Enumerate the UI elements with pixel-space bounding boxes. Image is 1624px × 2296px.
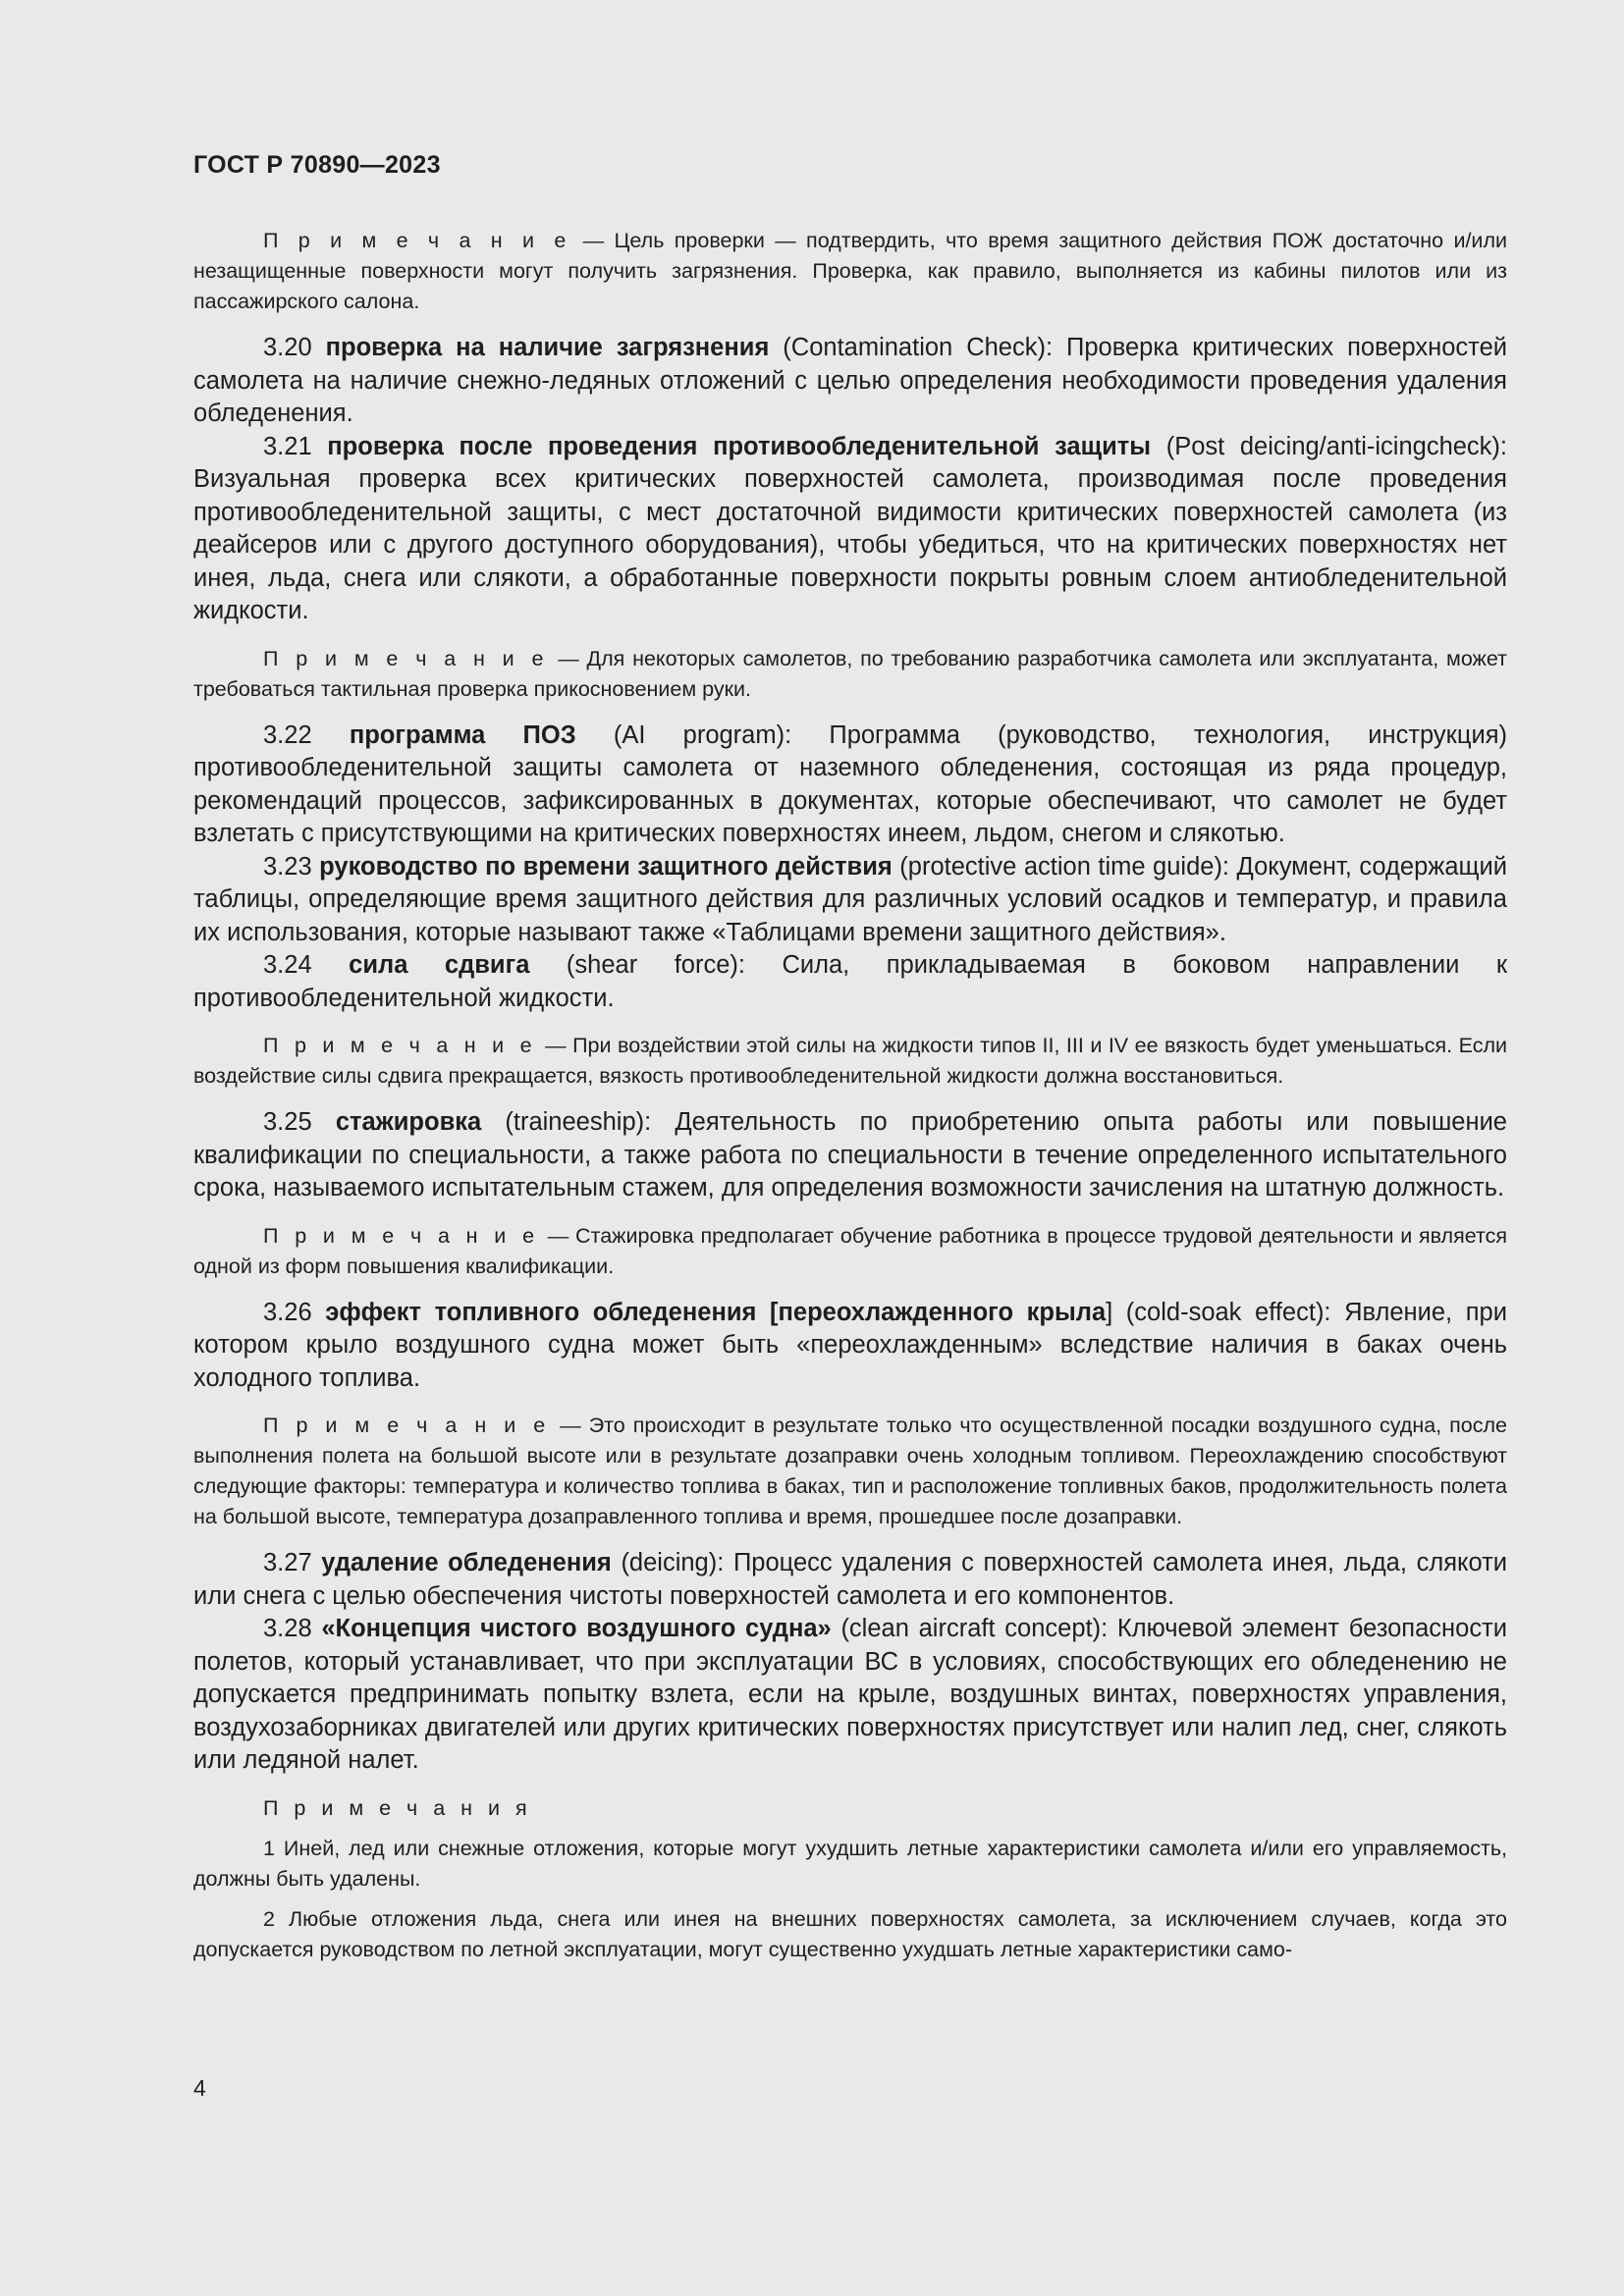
term-number: 3.27 (263, 1549, 322, 1576)
note-label: П р и м е ч а н и е (263, 1034, 537, 1057)
note-label: П р и м е ч а н и е (263, 1223, 540, 1248)
term-3-27 (193, 1547, 1507, 1613)
term-3-24 (193, 949, 1507, 1015)
term-number: 3.23 (263, 852, 320, 881)
note-3-25 (193, 1221, 1507, 1282)
term-3-21 (193, 431, 1507, 628)
term-definition: (Post deicing/anti-icingcheck): Визуальная проверка всех критических поверхностей самолета, производимая после проведения противообледенительной защиты, с мест достаточной видимости критических поверхностей самолета (из деайсеров или с другого доступного оборудования), чтобы убедиться, что на критических поверхностях нет инея, льда, снега или слякоти, а обработанные поверхности покрыты ровным слоем антиобледенительной жидкости. (193, 432, 1508, 624)
term-number: 3.22 (263, 721, 350, 749)
term-definition: (shear force): Сила, прикладываемая в боковом направлении к противообледенительной жидкости. (193, 951, 1507, 1012)
document-header: ГОСТ Р 70890—2023 (193, 151, 441, 179)
note-text: — Цель проверки — подтвердить, что время защитного действия ПОЖ достаточно и/или незащищенные поверхности могут получить загрязнения. Проверка, как правило, выполняется из кабины пилотов или из пассажирского салона. (193, 229, 1508, 313)
term-definition: (traineeship): Деятельность по приобретению опыта работы или повышение квалификации по специальности, а также работа по специальности в течение определенного испытательного срока, называемого испытательным стажем, для определения возможности зачисления на штатную должность. (193, 1108, 1507, 1201)
term-title: руководство по времени защитного действия (319, 852, 893, 881)
term-number: 3.28 (263, 1615, 322, 1642)
term-3-20 (193, 332, 1507, 431)
note-3-19 (193, 226, 1507, 317)
page-number: 4 (193, 2075, 206, 2101)
term-3-25 (193, 1106, 1507, 1205)
document-page (193, 147, 1507, 1975)
term-definition: (AI program): Программа (руководство, технология, инструкция) противообледенительной защиты самолета от наземного обледенения, состоящая из ряда процедур, рекомендаций процессов, зафиксированных в документах, которые обеспечивают, что самолет не будет взлетать с присутствующими на критических поверхностях инеем, льдом, снегом и слякотью. (193, 721, 1507, 847)
term-title: эффект топливного обледенения [переохлажденного крыла (325, 1298, 1107, 1326)
term-title: программа ПОЗ (349, 721, 576, 749)
term-definition: (deicing): Процесс удаления с поверхностей самолета инея, льда, слякоти или снега с целью обеспечения чистоты поверхностей самолета и его компонентов. (193, 1549, 1507, 1610)
note-text: — Для некоторых самолетов, по требованию разработчика самолета или эксплуатанта, может требоваться тактильная проверка прикосновением руки. (193, 646, 1508, 701)
term-number: 3.26 (263, 1298, 326, 1326)
term-title: стажировка (335, 1108, 482, 1136)
note-label: П р и м е ч а н и е (263, 646, 549, 670)
term-3-22 (193, 720, 1507, 851)
term-title: сила сдвига (349, 951, 530, 979)
term-definition: (protective action time guide): Документ, содержащий таблицы, определяющие время защитного действия для различных условий осадков и температур, и правила их использования, которые называют также «Таблицами времени защитного действия». (193, 852, 1508, 946)
term-number: 3.24 (263, 951, 350, 979)
note-3-26 (193, 1411, 1507, 1532)
term-number: 3.20 (263, 334, 326, 361)
term-number: 3.21 (263, 432, 328, 460)
term-3-28 (193, 1613, 1507, 1778)
note-item-2: 2 Любые отложения льда, снега или инея на внешних поверхностях самолета, за исключением случаев, когда это допускается руководством по летной эксплуатации, могут существенно ухудшать летные характеристики само- (193, 1906, 1507, 1961)
term-title: «Концепция чистого воздушного судна» (321, 1615, 832, 1642)
term-definition: (Contamination Check): Проверка критических поверхностей самолета на наличие снежно-ледяных отложений с целью определения необходимости проведения удаления обледенения. (193, 334, 1507, 427)
term-number: 3.25 (263, 1108, 336, 1136)
term-title: удаление обледенения (321, 1549, 612, 1576)
note-text: — Стажировка предполагает обучение работника в процессе трудовой деятельности и является одной из форм повышения квалификации. (193, 1223, 1507, 1278)
notes-heading: П р и м е ч а н и я (263, 1795, 532, 1820)
note-3-24 (193, 1031, 1507, 1092)
term-definition: (clean aircraft concept): Ключевой элемент безопасности полетов, который устанавливает, что при эксплуатации ВС в условиях, способствующих его обледенению не допускается предпринимать попытку взлета, если на крыле, воздушных винтах, поверхностях управления, воздухозаборниках двигателей или других критических поверхностях присутствует или налип лед, снег, слякоть или ледяной налет. (193, 1615, 1507, 1774)
note-label: П р и м е ч а н и е (263, 1414, 551, 1437)
note-item-1: 1 Иней, лед или снежные отложения, которые могут ухудшить летные характеристики самолета и/или его управляемость, должны быть удалены. (193, 1836, 1507, 1891)
note-label: П р и м е ч а н и е (263, 229, 571, 252)
note-text: — При воздействии этой силы на жидкости типов II, III и IV ее вязкость будет уменьшаться. Если воздействие силы сдвига прекращается, вязкость противообледенительной жидкости должна восстановиться. (193, 1034, 1507, 1088)
note-text: — Это происходит в результате только что осуществленной посадки воздушного судна, после выполнения полета на большой высоте или в результате дозаправки очень холодным топливом. Переохлаждению способствуют следующие факторы: температура и количество топлива в баках, тип и расположение топливных баков, продолжительность полета на большой высоте, температура дозаправленного топлива и время, прошедшее после дозаправки. (193, 1414, 1508, 1528)
note-3-21 (193, 644, 1507, 705)
term-3-23 (193, 851, 1507, 950)
term-definition: ] (cold-soak effect): Явление, при котором крыло воздушного судна может быть «переохлажденным» вследствие наличия в баках очень холодного топлива. (193, 1298, 1507, 1392)
term-title: проверка на наличие загрязнения (325, 334, 770, 361)
term-title: проверка после проведения противообледенительной защиты (327, 432, 1152, 460)
term-3-26 (193, 1297, 1507, 1396)
